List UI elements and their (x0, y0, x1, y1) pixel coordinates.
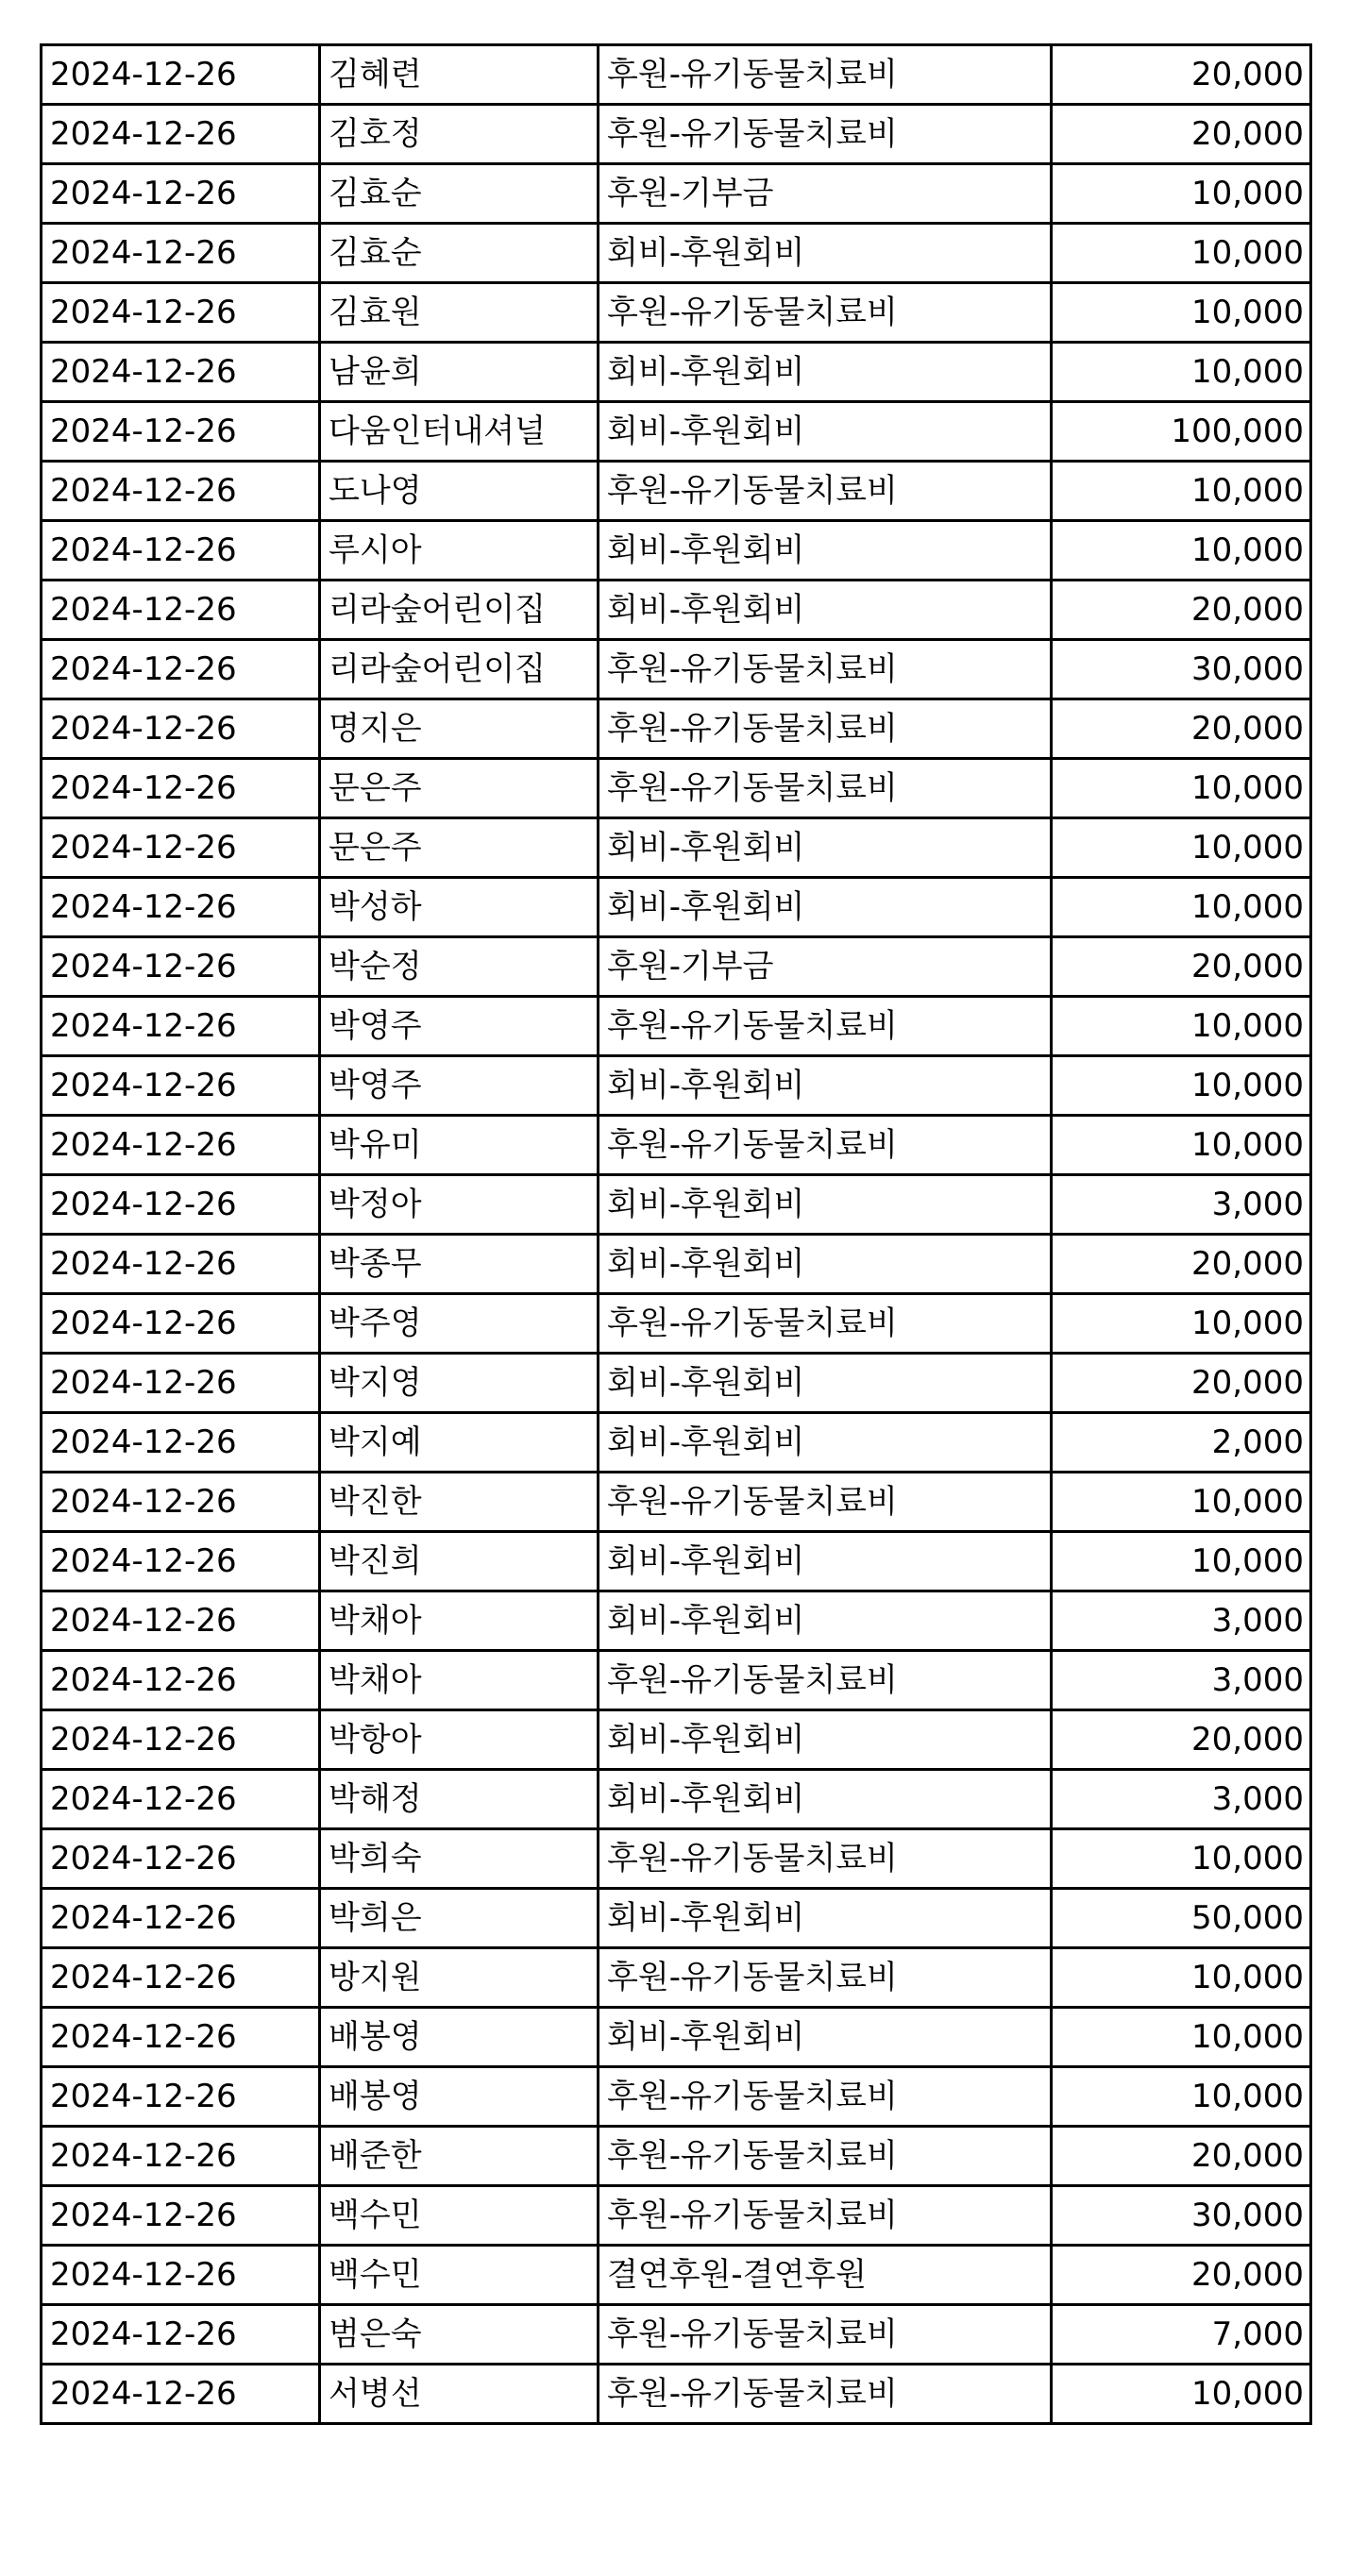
date-cell: 2024-12-26 (42, 1235, 320, 1294)
table-row (42, 283, 1311, 343)
table-row (42, 2127, 1311, 2186)
table-row (42, 2365, 1311, 2424)
name-cell: 문은주 (320, 818, 599, 878)
name-cell: 다움인터내셔널 (320, 402, 599, 462)
name-cell: 방지원 (320, 1948, 599, 2008)
amount-cell: 30,000 (1052, 2186, 1311, 2246)
amount-cell: 3,000 (1052, 1591, 1311, 1651)
table-row (42, 1591, 1311, 1651)
amount-cell: 10,000 (1052, 1056, 1311, 1116)
category-cell: 회비-후원회비 (599, 224, 1052, 283)
category-cell: 회비-후원회비 (599, 2008, 1052, 2067)
table-row (42, 878, 1311, 937)
table-row (42, 1473, 1311, 1532)
table-row (42, 1235, 1311, 1294)
table-row (42, 759, 1311, 818)
category-cell: 후원-유기동물치료비 (599, 462, 1052, 521)
table-row (42, 1413, 1311, 1473)
amount-cell: 20,000 (1052, 2246, 1311, 2305)
date-cell: 2024-12-26 (42, 2246, 320, 2305)
table-row (42, 164, 1311, 224)
table-row (42, 343, 1311, 402)
category-cell: 후원-유기동물치료비 (599, 2067, 1052, 2127)
name-cell: 김효순 (320, 164, 599, 224)
date-cell: 2024-12-26 (42, 1175, 320, 1235)
date-cell: 2024-12-26 (42, 699, 320, 759)
table-row (42, 521, 1311, 581)
name-cell: 박희숙 (320, 1829, 599, 1889)
amount-cell: 20,000 (1052, 1354, 1311, 1413)
category-cell: 후원-유기동물치료비 (599, 1651, 1052, 1710)
amount-cell: 10,000 (1052, 878, 1311, 937)
date-cell: 2024-12-26 (42, 759, 320, 818)
name-cell: 박해정 (320, 1770, 599, 1829)
date-cell: 2024-12-26 (42, 402, 320, 462)
date-cell: 2024-12-26 (42, 2127, 320, 2186)
table-row (42, 402, 1311, 462)
amount-cell: 7,000 (1052, 2305, 1311, 2365)
amount-cell: 10,000 (1052, 164, 1311, 224)
amount-cell: 10,000 (1052, 1532, 1311, 1591)
date-cell: 2024-12-26 (42, 937, 320, 997)
name-cell: 박종무 (320, 1235, 599, 1294)
date-cell: 2024-12-26 (42, 1948, 320, 2008)
name-cell: 김호정 (320, 105, 599, 164)
category-cell: 회비-후원회비 (599, 521, 1052, 581)
table-row (42, 640, 1311, 699)
amount-cell: 20,000 (1052, 45, 1311, 105)
category-cell: 후원-유기동물치료비 (599, 2186, 1052, 2246)
date-cell: 2024-12-26 (42, 1651, 320, 1710)
amount-cell: 2,000 (1052, 1413, 1311, 1473)
date-cell: 2024-12-26 (42, 1591, 320, 1651)
date-cell: 2024-12-26 (42, 2186, 320, 2246)
category-cell: 후원-유기동물치료비 (599, 1473, 1052, 1532)
name-cell: 배봉영 (320, 2067, 599, 2127)
name-cell: 박진한 (320, 1473, 599, 1532)
date-cell: 2024-12-26 (42, 1056, 320, 1116)
name-cell: 박채아 (320, 1651, 599, 1710)
category-cell: 회비-후원회비 (599, 343, 1052, 402)
table-row (42, 1116, 1311, 1175)
name-cell: 김효순 (320, 224, 599, 283)
category-cell: 회비-후원회비 (599, 1235, 1052, 1294)
date-cell: 2024-12-26 (42, 283, 320, 343)
table-row (42, 2008, 1311, 2067)
category-cell: 회비-후원회비 (599, 1175, 1052, 1235)
table-row (42, 2186, 1311, 2246)
name-cell: 박주영 (320, 1294, 599, 1354)
category-cell: 후원-유기동물치료비 (599, 283, 1052, 343)
date-cell: 2024-12-26 (42, 1710, 320, 1770)
category-cell: 회비-후원회비 (599, 1413, 1052, 1473)
amount-cell: 100,000 (1052, 402, 1311, 462)
amount-cell: 10,000 (1052, 1829, 1311, 1889)
date-cell: 2024-12-26 (42, 818, 320, 878)
date-cell: 2024-12-26 (42, 878, 320, 937)
amount-cell: 10,000 (1052, 2008, 1311, 2067)
name-cell: 서병선 (320, 2365, 599, 2424)
amount-cell: 10,000 (1052, 759, 1311, 818)
category-cell: 결연후원-결연후원 (599, 2246, 1052, 2305)
date-cell: 2024-12-26 (42, 2008, 320, 2067)
date-cell: 2024-12-26 (42, 1354, 320, 1413)
date-cell: 2024-12-26 (42, 1413, 320, 1473)
category-cell: 후원-유기동물치료비 (599, 2127, 1052, 2186)
name-cell: 문은주 (320, 759, 599, 818)
amount-cell: 20,000 (1052, 1235, 1311, 1294)
amount-cell: 20,000 (1052, 581, 1311, 640)
name-cell: 백수민 (320, 2246, 599, 2305)
category-cell: 후원-유기동물치료비 (599, 45, 1052, 105)
table-row (42, 1532, 1311, 1591)
date-cell: 2024-12-26 (42, 581, 320, 640)
name-cell: 박희은 (320, 1889, 599, 1948)
table-row (42, 818, 1311, 878)
category-cell: 회비-후원회비 (599, 1889, 1052, 1948)
table-row (42, 937, 1311, 997)
name-cell: 범은숙 (320, 2305, 599, 2365)
name-cell: 박지영 (320, 1354, 599, 1413)
date-cell: 2024-12-26 (42, 2365, 320, 2424)
category-cell: 회비-후원회비 (599, 1056, 1052, 1116)
amount-cell: 10,000 (1052, 343, 1311, 402)
table-row (42, 997, 1311, 1056)
amount-cell: 10,000 (1052, 521, 1311, 581)
name-cell: 배준한 (320, 2127, 599, 2186)
category-cell: 후원-유기동물치료비 (599, 759, 1052, 818)
name-cell: 리라숲어린이집 (320, 640, 599, 699)
category-cell: 후원-유기동물치료비 (599, 1948, 1052, 2008)
name-cell: 리라숲어린이집 (320, 581, 599, 640)
donation-ledger-table (40, 43, 1312, 2425)
name-cell: 배봉영 (320, 2008, 599, 2067)
table-row (42, 1948, 1311, 2008)
amount-cell: 10,000 (1052, 462, 1311, 521)
amount-cell: 10,000 (1052, 283, 1311, 343)
table-row (42, 224, 1311, 283)
date-cell: 2024-12-26 (42, 1532, 320, 1591)
date-cell: 2024-12-26 (42, 521, 320, 581)
name-cell: 남윤희 (320, 343, 599, 402)
name-cell: 명지은 (320, 699, 599, 759)
amount-cell: 10,000 (1052, 224, 1311, 283)
table-row (42, 1829, 1311, 1889)
date-cell: 2024-12-26 (42, 1770, 320, 1829)
name-cell: 박진희 (320, 1532, 599, 1591)
category-cell: 후원-유기동물치료비 (599, 1294, 1052, 1354)
amount-cell: 30,000 (1052, 640, 1311, 699)
category-cell: 회비-후원회비 (599, 878, 1052, 937)
table-row (42, 1710, 1311, 1770)
amount-cell: 10,000 (1052, 2365, 1311, 2424)
date-cell: 2024-12-26 (42, 1294, 320, 1354)
category-cell: 회비-후원회비 (599, 818, 1052, 878)
table-row (42, 1056, 1311, 1116)
table-row (42, 1175, 1311, 1235)
amount-cell: 10,000 (1052, 2067, 1311, 2127)
ledger-body (42, 45, 1311, 2424)
category-cell: 후원-유기동물치료비 (599, 1116, 1052, 1175)
category-cell: 회비-후원회비 (599, 402, 1052, 462)
amount-cell: 20,000 (1052, 1710, 1311, 1770)
date-cell: 2024-12-26 (42, 2067, 320, 2127)
name-cell: 루시아 (320, 521, 599, 581)
amount-cell: 20,000 (1052, 937, 1311, 997)
amount-cell: 3,000 (1052, 1175, 1311, 1235)
category-cell: 후원-유기동물치료비 (599, 640, 1052, 699)
category-cell: 회비-후원회비 (599, 1770, 1052, 1829)
table-row (42, 1889, 1311, 1948)
date-cell: 2024-12-26 (42, 45, 320, 105)
category-cell: 후원-유기동물치료비 (599, 699, 1052, 759)
amount-cell: 50,000 (1052, 1889, 1311, 1948)
category-cell: 회비-후원회비 (599, 1354, 1052, 1413)
name-cell: 박순정 (320, 937, 599, 997)
amount-cell: 10,000 (1052, 1116, 1311, 1175)
name-cell: 박유미 (320, 1116, 599, 1175)
amount-cell: 3,000 (1052, 1651, 1311, 1710)
table-row (42, 2067, 1311, 2127)
table-row (42, 1294, 1311, 1354)
amount-cell: 20,000 (1052, 105, 1311, 164)
table-row (42, 581, 1311, 640)
category-cell: 후원-유기동물치료비 (599, 2365, 1052, 2424)
category-cell: 후원-기부금 (599, 164, 1052, 224)
category-cell: 회비-후원회비 (599, 1591, 1052, 1651)
amount-cell: 20,000 (1052, 2127, 1311, 2186)
name-cell: 박항아 (320, 1710, 599, 1770)
category-cell: 회비-후원회비 (599, 581, 1052, 640)
name-cell: 도나영 (320, 462, 599, 521)
date-cell: 2024-12-26 (42, 2305, 320, 2365)
amount-cell: 10,000 (1052, 818, 1311, 878)
name-cell: 박지예 (320, 1413, 599, 1473)
category-cell: 후원-유기동물치료비 (599, 105, 1052, 164)
date-cell: 2024-12-26 (42, 1829, 320, 1889)
table-row (42, 699, 1311, 759)
table-row (42, 1651, 1311, 1710)
table-row (42, 2305, 1311, 2365)
name-cell: 박정아 (320, 1175, 599, 1235)
date-cell: 2024-12-26 (42, 343, 320, 402)
table-row (42, 1770, 1311, 1829)
date-cell: 2024-12-26 (42, 1473, 320, 1532)
table-row (42, 2246, 1311, 2305)
name-cell: 박채아 (320, 1591, 599, 1651)
name-cell: 김효원 (320, 283, 599, 343)
name-cell: 박영주 (320, 997, 599, 1056)
name-cell: 박성하 (320, 878, 599, 937)
category-cell: 후원-유기동물치료비 (599, 1829, 1052, 1889)
category-cell: 회비-후원회비 (599, 1532, 1052, 1591)
amount-cell: 20,000 (1052, 699, 1311, 759)
category-cell: 회비-후원회비 (599, 1710, 1052, 1770)
amount-cell: 10,000 (1052, 997, 1311, 1056)
amount-cell: 3,000 (1052, 1770, 1311, 1829)
name-cell: 김혜련 (320, 45, 599, 105)
table-row (42, 105, 1311, 164)
name-cell: 백수민 (320, 2186, 599, 2246)
table-row (42, 462, 1311, 521)
category-cell: 후원-유기동물치료비 (599, 2305, 1052, 2365)
amount-cell: 10,000 (1052, 1294, 1311, 1354)
date-cell: 2024-12-26 (42, 105, 320, 164)
date-cell: 2024-12-26 (42, 164, 320, 224)
date-cell: 2024-12-26 (42, 1116, 320, 1175)
table-row (42, 45, 1311, 105)
date-cell: 2024-12-26 (42, 1889, 320, 1948)
date-cell: 2024-12-26 (42, 224, 320, 283)
table-row (42, 1354, 1311, 1413)
date-cell: 2024-12-26 (42, 640, 320, 699)
category-cell: 후원-기부금 (599, 937, 1052, 997)
date-cell: 2024-12-26 (42, 462, 320, 521)
date-cell: 2024-12-26 (42, 997, 320, 1056)
amount-cell: 10,000 (1052, 1473, 1311, 1532)
name-cell: 박영주 (320, 1056, 599, 1116)
category-cell: 후원-유기동물치료비 (599, 997, 1052, 1056)
amount-cell: 10,000 (1052, 1948, 1311, 2008)
